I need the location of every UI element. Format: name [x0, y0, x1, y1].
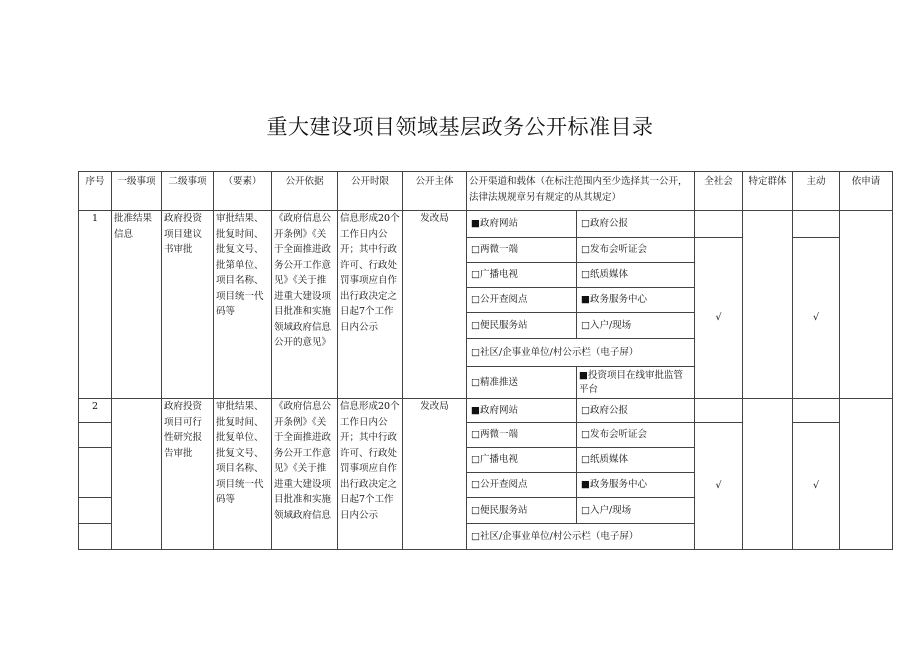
- level2-item: 政府投资项目可行性研究报告审批: [162, 399, 214, 550]
- row-number: 2: [79, 399, 112, 423]
- time-limit-cell: 信息形成20个工作日内公开；其中行政许可、行政处罚事项应自作出行政决定之日起7个工作日内公示: [338, 399, 403, 550]
- header-subject: 公开主体: [403, 172, 467, 211]
- channel-item: □政府公报: [577, 211, 695, 238]
- empty-cell: [79, 448, 112, 498]
- active-cell: [793, 399, 840, 423]
- society-cell: [695, 399, 743, 423]
- channel-item: □发布会听证会: [577, 423, 695, 448]
- catalog-table: [78, 171, 893, 550]
- header-no: 序号: [79, 172, 112, 211]
- header-level2: 二级事项: [162, 172, 214, 211]
- channel-item: ■政府网站: [467, 211, 577, 238]
- channel-item: □公开查阅点: [467, 288, 577, 313]
- empty-cell: [79, 498, 112, 524]
- channel-item: □社区/企事业单位/村公示栏（电子屏）: [467, 339, 695, 367]
- channel-item: □便民服务站: [467, 498, 577, 524]
- channel-item: □两微一端: [467, 238, 577, 263]
- basis-cell: 《政府信息公开条例》《关于全面推进政务公开工作意见》《关于推进重大建设项目批准和实施领域政府信息公开的意见》: [272, 211, 338, 399]
- channel-item: □广播电视: [467, 448, 577, 473]
- header-apply: 依申请: [840, 172, 893, 211]
- channel-item: □纸质媒体: [577, 448, 695, 473]
- channel-item: □精准推送: [467, 367, 577, 399]
- header-basis: 公开依据: [272, 172, 338, 211]
- level1-item: [112, 399, 162, 550]
- channel-item: □广播电视: [467, 263, 577, 288]
- header-row: [79, 172, 893, 211]
- channel-item: □两微一端: [467, 423, 577, 448]
- group-cell: [743, 399, 793, 550]
- header-time-limit: 公开时限: [338, 172, 403, 211]
- active-cell: [793, 211, 840, 238]
- channel-item: ■政务服务中心: [577, 473, 695, 498]
- channel-item: ■政府网站: [467, 399, 577, 423]
- society-cell: [695, 211, 743, 238]
- channel-item: ■政务服务中心: [577, 288, 695, 313]
- level1-item: 批准结果信息: [112, 211, 162, 399]
- elements-cell: 审批结果、批复时间、批复单位、批复文号、项目名称、项目统一代码等: [214, 399, 272, 550]
- document-title: 重大建设项目领域基层政务公开标准目录: [266, 115, 654, 139]
- elements-cell: 审批结果、批复时间、批复文号、批第单位、项目名称、项目统一代码等: [214, 211, 272, 399]
- group-cell: [743, 211, 793, 399]
- channel-item: □入户/现场: [577, 313, 695, 339]
- channel-item: □公开查阅点: [467, 473, 577, 498]
- channel-item: □政府公报: [577, 399, 695, 423]
- channel-item: □入户/现场: [577, 498, 695, 524]
- channel-item: ■投资项目在线审批监管平台: [577, 367, 695, 399]
- header-group: 特定群体: [743, 172, 793, 211]
- header-active: 主动: [793, 172, 840, 211]
- active-tick: √: [793, 238, 840, 399]
- society-tick: √: [695, 423, 743, 550]
- active-tick: √: [793, 423, 840, 550]
- header-channels: 公开渠道和载体（在标注范围内至少选择其一公开，法律法规规章另有规定的从其规定）: [467, 172, 695, 211]
- header-society: 全社会: [695, 172, 743, 211]
- header-level1: 一级事项: [112, 172, 162, 211]
- apply-cell: [840, 399, 893, 550]
- header-elements: （要素）: [214, 172, 272, 211]
- subject-cell: 发改局: [403, 211, 467, 399]
- table-row: [79, 211, 893, 238]
- time-limit-cell: 信息形成20个工作日内公开；其中行政许可、行政处罚事项应自作出行政决定之日起7个工作日内公示: [338, 211, 403, 399]
- empty-cell: [79, 524, 112, 550]
- subject-cell: 发改局: [403, 399, 467, 550]
- channel-item: □便民服务站: [467, 313, 577, 339]
- channel-item: □发布会听证会: [577, 238, 695, 263]
- apply-cell: [840, 211, 893, 399]
- level2-item: 政府投资项目建议书审批: [162, 211, 214, 399]
- table-row: [79, 399, 893, 423]
- society-tick: √: [695, 238, 743, 399]
- row-number: 1: [79, 211, 112, 399]
- basis-cell: 《政府信息公开条例》《关于全面推进政务公开工作意见》《关于推进重大建设项目批准和实施领域政府信息: [272, 399, 338, 550]
- channel-item: □社区/企事业单位/村公示栏（电子屏）: [467, 524, 695, 550]
- channel-item: □纸质媒体: [577, 263, 695, 288]
- empty-cell: [79, 423, 112, 448]
